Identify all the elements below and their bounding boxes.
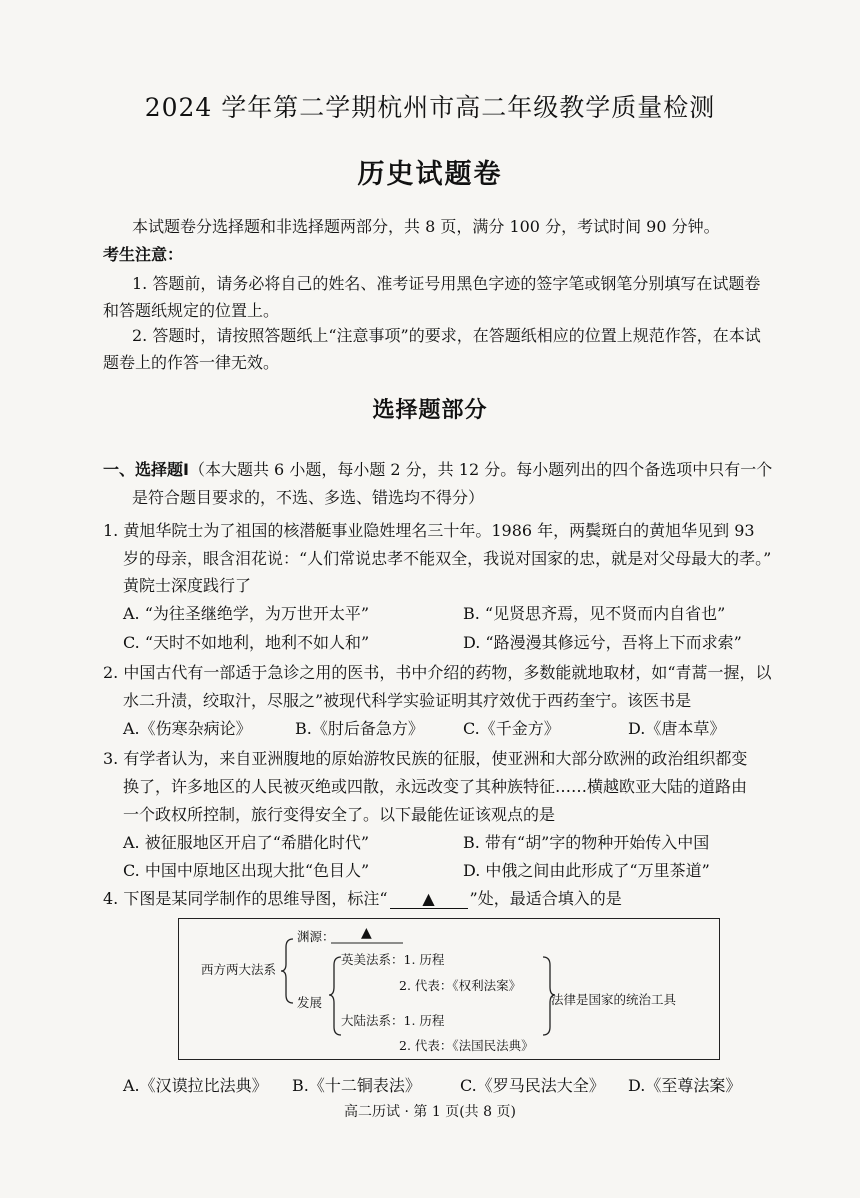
- mind-map-conti-rep: 2. 代表：《法国民法典》: [399, 1038, 534, 1053]
- q2-option-b: B.《肘后备急方》: [295, 719, 424, 738]
- mind-map-root: 西方两大法系: [201, 962, 277, 977]
- mind-map-conti: 大陆法系：1. 历程: [341, 1013, 445, 1028]
- mind-map-anglo: 英美法系：1. 历程: [341, 952, 445, 967]
- q3-line3: 一个政权所控制，旅行变得安全了。以下最能佐证该观点的是: [123, 805, 556, 824]
- part1-desc-line2: 是符合题目要求的，不选、多选、错选均不得分）: [132, 488, 485, 507]
- intro-line: 本试题卷分选择题和非选择题两部分，共 8 页，满分 100 分，考试时间 90 分钟。: [132, 217, 720, 236]
- mind-map-anglo-rep: 2. 代表：《权利法案》: [399, 978, 522, 993]
- q3-line2: 换了，许多地区的人民被灭绝或四散，永远改变了其种族特征……横越欧亚大陆的道路由: [123, 777, 748, 796]
- q1-line1: 1. 黄旭华院士为了祖国的核潜艇事业隐姓埋名三十年。1986 年，两鬓斑白的黄旭华见到 93: [103, 521, 755, 540]
- note2-line2: 题卷上的作答一律无效。: [103, 353, 280, 372]
- q4-option-b: B.《十二铜表法》: [292, 1076, 421, 1095]
- q4-option-d: D.《至尊法案》: [628, 1076, 742, 1095]
- q4-stem: [103, 886, 622, 909]
- q3-option-c: C. 中国中原地区出现大批“色目人”: [123, 861, 370, 880]
- page-footer: 高二历试 · 第 1 页(共 8 页): [344, 1104, 516, 1120]
- mind-map-develop-label: 发展: [297, 995, 323, 1010]
- part1-header: [103, 457, 772, 480]
- q2-option-a: A.《伤寒杂病论》: [123, 719, 252, 738]
- section-title: 选择题部分: [372, 398, 488, 423]
- q1-option-a: A. “为往圣继绝学，为万世开太平”: [123, 604, 370, 623]
- q4-option-a: A.《汉谟拉比法典》: [123, 1076, 268, 1095]
- notice-label: 考生注意：: [103, 245, 184, 264]
- q4-suffix: ”处，最适合填入的是: [469, 889, 622, 908]
- mind-map-source-label: 渊源：: [297, 929, 335, 944]
- q2-option-c: C.《千金方》: [463, 719, 560, 738]
- q2-option-d: D.《唐本草》: [628, 719, 726, 738]
- q1-option-c: C. “天时不如地利，地利不如人和”: [123, 633, 370, 652]
- q3-option-b: B. 带有“胡”字的物种开始传入中国: [463, 833, 710, 852]
- triangle-marker-icon: ▲: [361, 925, 372, 941]
- q4-blank-marker: ▲: [390, 889, 468, 909]
- exam-subtitle: 历史试题卷: [357, 159, 503, 190]
- mind-map-conclusion: 法律是国家的统治工具: [551, 992, 677, 1007]
- q1-option-d: D. “路漫漫其修远兮，吾将上下而求索”: [463, 633, 742, 652]
- q1-option-b: B. “见贤思齐焉，见不贤而内自省也”: [463, 604, 726, 623]
- note1-line2: 和答题纸规定的位置上。: [103, 301, 280, 320]
- q4-prefix: 4. 下图是某同学制作的思维导图，标注“: [103, 889, 388, 908]
- part1-label: 一、选择题Ⅰ: [103, 460, 189, 479]
- q1-line2: 岁的母亲，眼含泪花说：“人们常说忠孝不能双全，我说对国家的忠，就是对父母最大的孝。”: [123, 549, 772, 568]
- mind-map: [178, 918, 720, 1060]
- note2-line1: 2. 答题时，请按照答题纸上“注意事项”的要求，在答题纸相应的位置上规范作答，在本试: [132, 326, 761, 345]
- q1-line3: 黄院士深度践行了: [123, 576, 252, 595]
- q3-line1: 3. 有学者认为，来自亚洲腹地的原始游牧民族的征服，使亚洲和大部分欧洲的政治组织都变: [103, 749, 748, 768]
- q3-option-a: A. 被征服地区开启了“希腊化时代”: [123, 833, 370, 852]
- q2-line1: 2. 中国古代有一部适于急诊之用的医书，书中介绍的药物，多数能就地取材，如“青蒿一握，以: [103, 663, 772, 682]
- q4-option-c: C.《罗马民法大全》: [460, 1076, 605, 1095]
- q3-option-d: D. 中俄之间由此形成了“万里茶道”: [463, 861, 710, 880]
- note1-line1: 1. 答题前，请务必将自己的姓名、准考证号用黑色字迹的签字笔或钢笔分别填写在试题卷: [132, 274, 761, 293]
- exam-title: 2024 学年第二学期杭州市高二年级教学质量检测: [144, 93, 716, 122]
- q2-line2: 水二升渍，绞取汁，尽服之”被现代科学实验证明其疗效优于西药奎宁。该医书是: [123, 691, 692, 710]
- part1-desc: （本大题共 6 小题，每小题 2 分，共 12 分。每小题列出的四个备选项中只有一个: [188, 460, 773, 479]
